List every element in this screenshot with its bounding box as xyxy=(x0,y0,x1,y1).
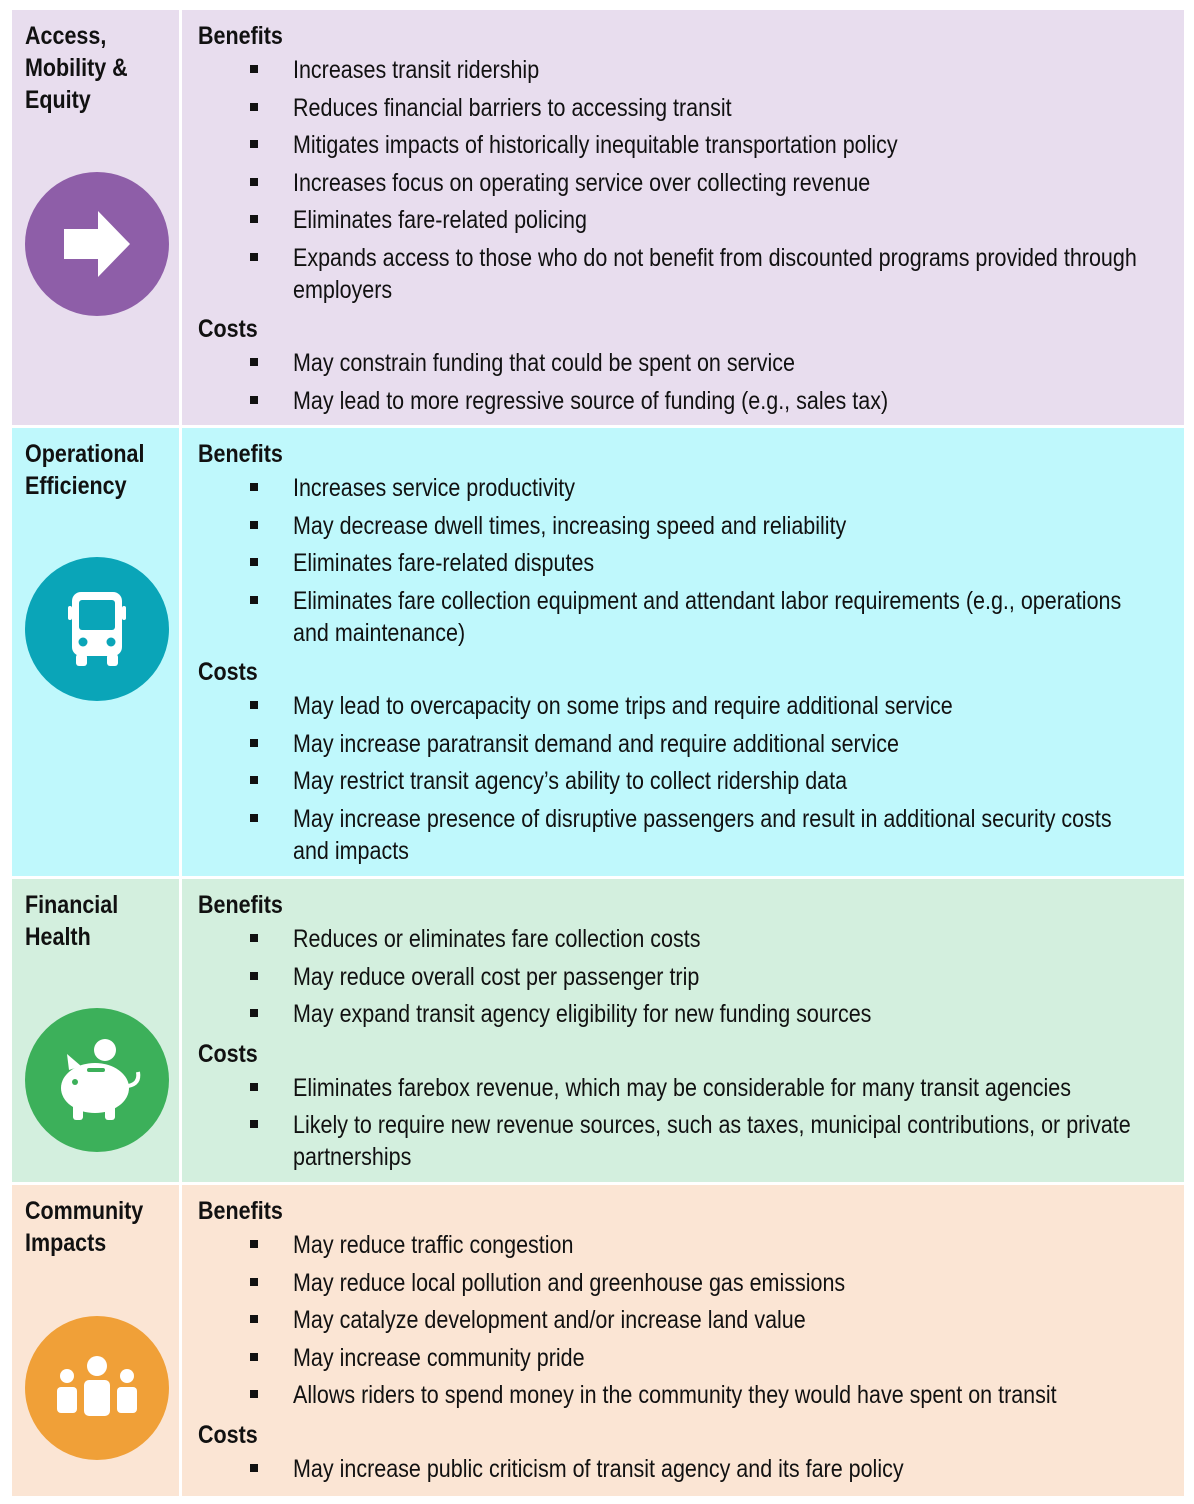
list-item: May increase public criticism of transit agency and its fare policy xyxy=(198,1453,1194,1485)
benefits-list xyxy=(198,923,1194,1030)
benefits-heading: Benefits xyxy=(198,1197,283,1225)
list-item: Increases service productivity xyxy=(198,472,1194,504)
section-label: Operational Efficiency xyxy=(25,440,145,500)
list-item: May expand transit agency eligibility for new funding sources xyxy=(198,998,1194,1030)
list-item: Reduces or eliminates fare collection costs xyxy=(198,923,1194,955)
benefits-list xyxy=(198,472,1194,649)
section-content xyxy=(182,10,1194,425)
list-item: May increase paratransit demand and require additional service xyxy=(198,728,1194,760)
costs-list xyxy=(198,1072,1194,1174)
list-item: May catalyze development and/or increase land value xyxy=(198,1304,1194,1336)
list-item: Likely to require new revenue sources, such as taxes, municipal contributions, or private partnerships xyxy=(198,1109,1194,1173)
list-item: May lead to overcapacity on some trips and require additional service xyxy=(198,690,1194,722)
benefits-costs-table xyxy=(12,10,1184,1496)
list-item: May reduce traffic congestion xyxy=(198,1229,1194,1261)
list-item: May restrict transit agency’s ability to collect ridership data xyxy=(198,765,1194,797)
section-label: Access, Mobility & Equity xyxy=(25,22,128,114)
section-label-cell xyxy=(12,428,182,876)
list-item: May constrain funding that could be spent on service xyxy=(198,347,1194,379)
list-item: Eliminates fare collection equipment and attendant labor requirements (e.g., operations and maintenance) xyxy=(198,585,1194,649)
section-content xyxy=(182,428,1194,876)
section-label: Community Impacts xyxy=(25,1197,144,1257)
piggy-bank-icon xyxy=(25,1008,169,1152)
list-item: Increases focus on operating service over collecting revenue xyxy=(198,167,1194,199)
list-item: Reduces financial barriers to accessing transit xyxy=(198,92,1194,124)
costs-heading: Costs xyxy=(198,315,258,343)
benefits-heading: Benefits xyxy=(198,891,283,919)
costs-heading: Costs xyxy=(198,658,258,686)
section-access-mobility-equity xyxy=(12,10,1184,428)
list-item: Eliminates farebox revenue, which may be considerable for many transit agencies xyxy=(198,1072,1194,1104)
section-operational-efficiency xyxy=(12,428,1184,879)
benefits-list xyxy=(198,1229,1194,1411)
list-item: Mitigates impacts of historically inequitable transportation policy xyxy=(198,129,1194,161)
benefits-heading: Benefits xyxy=(198,440,283,468)
list-item: May lead to more regressive source of funding (e.g., sales tax) xyxy=(198,385,1194,417)
section-content xyxy=(182,879,1194,1182)
costs-heading: Costs xyxy=(198,1039,258,1068)
list-item: Eliminates fare-related disputes xyxy=(198,547,1194,579)
section-label: Financial Health xyxy=(25,891,119,951)
list-item: Eliminates fare-related policing xyxy=(198,204,1194,236)
list-item: Allows riders to spend money in the community they would have spent on transit xyxy=(198,1379,1194,1411)
costs-list xyxy=(198,347,1194,417)
list-item: Increases transit ridership xyxy=(198,54,1194,86)
bus-icon xyxy=(25,557,169,701)
section-label-cell xyxy=(12,1185,182,1496)
section-community-impacts xyxy=(12,1185,1184,1496)
section-label-cell xyxy=(12,879,182,1182)
costs-heading: Costs xyxy=(198,1420,258,1449)
list-item: Expands access to those who do not benefit from discounted programs provided through employers xyxy=(198,242,1194,306)
list-item: May reduce local pollution and greenhouse gas emissions xyxy=(198,1267,1194,1299)
list-item: May increase presence of disruptive passengers and result in additional security costs and impacts xyxy=(198,803,1194,867)
arrow-right-icon xyxy=(25,172,169,316)
section-label-cell xyxy=(12,10,182,425)
list-item: May reduce overall cost per passenger trip xyxy=(198,961,1194,993)
benefits-heading: Benefits xyxy=(198,22,283,50)
costs-list xyxy=(198,1453,1194,1485)
section-content xyxy=(182,1185,1194,1496)
list-item: May increase community pride xyxy=(198,1342,1194,1374)
costs-list xyxy=(198,690,1194,867)
people-icon xyxy=(25,1316,169,1460)
section-financial-health xyxy=(12,879,1184,1185)
benefits-list xyxy=(198,54,1194,306)
list-item: May decrease dwell times, increasing speed and reliability xyxy=(198,510,1194,542)
